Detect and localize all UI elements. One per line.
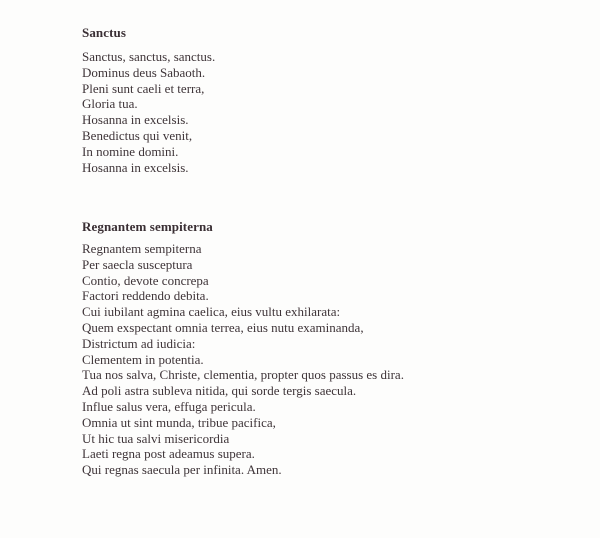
verse-line: Quem exspectant omnia terrea, eius nutu examinanda, bbox=[82, 319, 364, 335]
regnantem-section bbox=[82, 219, 582, 478]
verse-line: Influe salus vera, effuga pericula. bbox=[82, 398, 256, 414]
verse-line: Pleni sunt caeli et terra, bbox=[82, 80, 205, 96]
verse-line: Hosanna in excelsis. bbox=[82, 159, 189, 175]
verse-line: Regnantem sempiterna bbox=[82, 241, 202, 256]
sanctus-title: Sanctus bbox=[82, 25, 127, 40]
verse-line: Per saecla susceptura bbox=[82, 256, 193, 272]
verse-line: Benedictus qui venit, bbox=[82, 127, 193, 143]
verse-line: Tua nos salva, Christe, clementia, propter quos passus es dira. bbox=[82, 367, 404, 383]
verse-line: Sanctus, sanctus, sanctus. bbox=[82, 49, 216, 64]
verse-line: Ut hic tua salvi misericordia bbox=[82, 430, 230, 446]
verse-line: Districtum ad iudicia: bbox=[82, 335, 196, 351]
verse-line: Cui iubilant agmina caelica, eius vultu exhilarata: bbox=[82, 304, 341, 320]
sanctus-section bbox=[82, 25, 582, 175]
verse-line: Gloria tua. bbox=[82, 96, 138, 112]
verse-line: Hosanna in excelsis. bbox=[82, 112, 189, 128]
verse-line: Laeti regna post adeamus supera. bbox=[82, 446, 255, 462]
sanctus-verse bbox=[82, 49, 582, 175]
regnantem-verse bbox=[82, 241, 582, 478]
verse-line: Contio, devote concrepa bbox=[82, 272, 209, 288]
verse-line: Ad poli astra subleva nitida, qui sorde tergis saecula. bbox=[82, 383, 357, 399]
verse-line: Clementem in potentia. bbox=[82, 351, 204, 367]
verse-line: Qui regnas saecula per infinita. Amen. bbox=[82, 462, 282, 478]
verse-line: Factori reddendo debita. bbox=[82, 288, 209, 304]
regnantem-title: Regnantem sempiterna bbox=[82, 219, 213, 234]
verse-line: Omnia ut sint munda, tribue pacifica, bbox=[82, 414, 276, 430]
verse-line: Dominus deus Sabaoth. bbox=[82, 64, 206, 80]
verse-line: In nomine domini. bbox=[82, 143, 179, 159]
